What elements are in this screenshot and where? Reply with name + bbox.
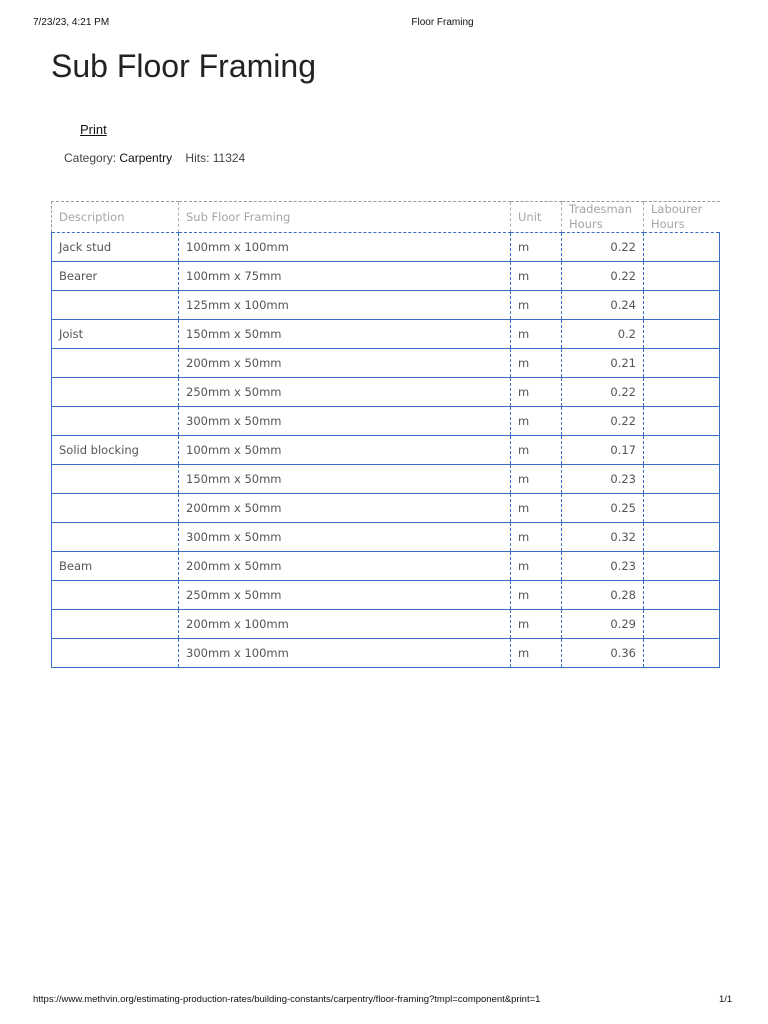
print-header-datetime: 7/23/23, 4:21 PM <box>33 17 110 28</box>
production-rates-table <box>51 201 720 668</box>
cell-labourer-hours <box>644 494 720 523</box>
cell-description <box>52 378 179 407</box>
cell-unit: m <box>511 639 562 668</box>
header-labourer-hours: Labourer Hours <box>644 202 720 233</box>
cell-tradesman-hours: 0.28 <box>562 581 644 610</box>
page-title: Sub Floor Framing <box>51 48 316 84</box>
cell-labourer-hours <box>644 320 720 349</box>
table-row <box>52 233 720 262</box>
cell-size: 300mm x 50mm <box>179 523 511 552</box>
cell-tradesman-hours: 0.21 <box>562 349 644 378</box>
cell-description <box>52 349 179 378</box>
cell-description <box>52 407 179 436</box>
cell-labourer-hours <box>644 523 720 552</box>
cell-size: 125mm x 100mm <box>179 291 511 320</box>
cell-unit: m <box>511 320 562 349</box>
cell-description: Joist <box>52 320 179 349</box>
header-sub-floor-framing: Sub Floor Framing <box>179 202 511 233</box>
cell-unit: m <box>511 407 562 436</box>
cell-labourer-hours <box>644 610 720 639</box>
cell-description <box>52 639 179 668</box>
table-row <box>52 262 720 291</box>
cell-size: 100mm x 75mm <box>179 262 511 291</box>
cell-labourer-hours <box>644 291 720 320</box>
print-footer-page-count: 1/1 <box>719 994 733 1005</box>
table-row <box>52 523 720 552</box>
cell-tradesman-hours: 0.24 <box>562 291 644 320</box>
cell-unit: m <box>511 610 562 639</box>
cell-description: Solid blocking <box>52 436 179 465</box>
cell-description <box>52 610 179 639</box>
cell-tradesman-hours: 0.17 <box>562 436 644 465</box>
cell-unit: m <box>511 494 562 523</box>
cell-size: 200mm x 50mm <box>179 494 511 523</box>
cell-size: 200mm x 50mm <box>179 349 511 378</box>
cell-tradesman-hours: 0.23 <box>562 552 644 581</box>
table-row <box>52 552 720 581</box>
cell-size: 300mm x 50mm <box>179 407 511 436</box>
cell-tradesman-hours: 0.36 <box>562 639 644 668</box>
hits-label: Hits: <box>185 151 210 165</box>
cell-description <box>52 523 179 552</box>
cell-unit: m <box>511 552 562 581</box>
print-link[interactable]: Print <box>80 122 107 137</box>
table-row <box>52 610 720 639</box>
cell-size: 250mm x 50mm <box>179 581 511 610</box>
table-row <box>52 639 720 668</box>
cell-tradesman-hours: 0.32 <box>562 523 644 552</box>
cell-description: Jack stud <box>52 233 179 262</box>
category-label: Category: <box>64 151 117 165</box>
table-row <box>52 349 720 378</box>
article-meta <box>64 151 245 165</box>
cell-description <box>52 581 179 610</box>
cell-tradesman-hours: 0.22 <box>562 233 644 262</box>
table-header-row <box>52 202 720 233</box>
cell-size: 200mm x 100mm <box>179 610 511 639</box>
table-row <box>52 465 720 494</box>
table-row <box>52 320 720 349</box>
cell-tradesman-hours: 0.22 <box>562 378 644 407</box>
hits-value: 11324 <box>212 151 246 165</box>
cell-unit: m <box>511 233 562 262</box>
cell-tradesman-hours: 0.22 <box>562 262 644 291</box>
category-value: Carpentry <box>119 151 173 165</box>
table-row <box>52 378 720 407</box>
cell-labourer-hours <box>644 349 720 378</box>
cell-unit: m <box>511 262 562 291</box>
cell-description: Bearer <box>52 262 179 291</box>
cell-labourer-hours <box>644 465 720 494</box>
cell-tradesman-hours: 0.2 <box>562 320 644 349</box>
cell-size: 150mm x 50mm <box>179 465 511 494</box>
cell-tradesman-hours: 0.22 <box>562 407 644 436</box>
cell-tradesman-hours: 0.23 <box>562 465 644 494</box>
cell-unit: m <box>511 465 562 494</box>
cell-size: 200mm x 50mm <box>179 552 511 581</box>
cell-labourer-hours <box>644 436 720 465</box>
header-description: Description <box>52 202 179 233</box>
cell-size: 150mm x 50mm <box>179 320 511 349</box>
table-body <box>52 233 720 668</box>
header-tradesman-hours: Tradesman Hours <box>562 202 644 233</box>
cell-description <box>52 465 179 494</box>
cell-description: Beam <box>52 552 179 581</box>
header-unit: Unit <box>511 202 562 233</box>
cell-labourer-hours <box>644 581 720 610</box>
cell-size: 250mm x 50mm <box>179 378 511 407</box>
cell-unit: m <box>511 378 562 407</box>
table-row <box>52 291 720 320</box>
cell-size: 100mm x 50mm <box>179 436 511 465</box>
print-header-title: Floor Framing <box>411 17 474 28</box>
cell-labourer-hours <box>644 233 720 262</box>
cell-tradesman-hours: 0.25 <box>562 494 644 523</box>
cell-size: 100mm x 100mm <box>179 233 511 262</box>
cell-unit: m <box>511 581 562 610</box>
cell-description <box>52 494 179 523</box>
cell-unit: m <box>511 291 562 320</box>
cell-size: 300mm x 100mm <box>179 639 511 668</box>
cell-labourer-hours <box>644 262 720 291</box>
cell-labourer-hours <box>644 552 720 581</box>
cell-unit: m <box>511 436 562 465</box>
cell-unit: m <box>511 523 562 552</box>
cell-labourer-hours <box>644 407 720 436</box>
table-row <box>52 581 720 610</box>
table-row <box>52 494 720 523</box>
table-row <box>52 407 720 436</box>
print-footer-url: https://www.methvin.org/estimating-production-rates/building-constants/carpentry/floor-framing?tmpl=component&print=1 <box>33 994 541 1005</box>
cell-tradesman-hours: 0.29 <box>562 610 644 639</box>
cell-labourer-hours <box>644 378 720 407</box>
cell-unit: m <box>511 349 562 378</box>
table-row <box>52 436 720 465</box>
cell-description <box>52 291 179 320</box>
cell-labourer-hours <box>644 639 720 668</box>
